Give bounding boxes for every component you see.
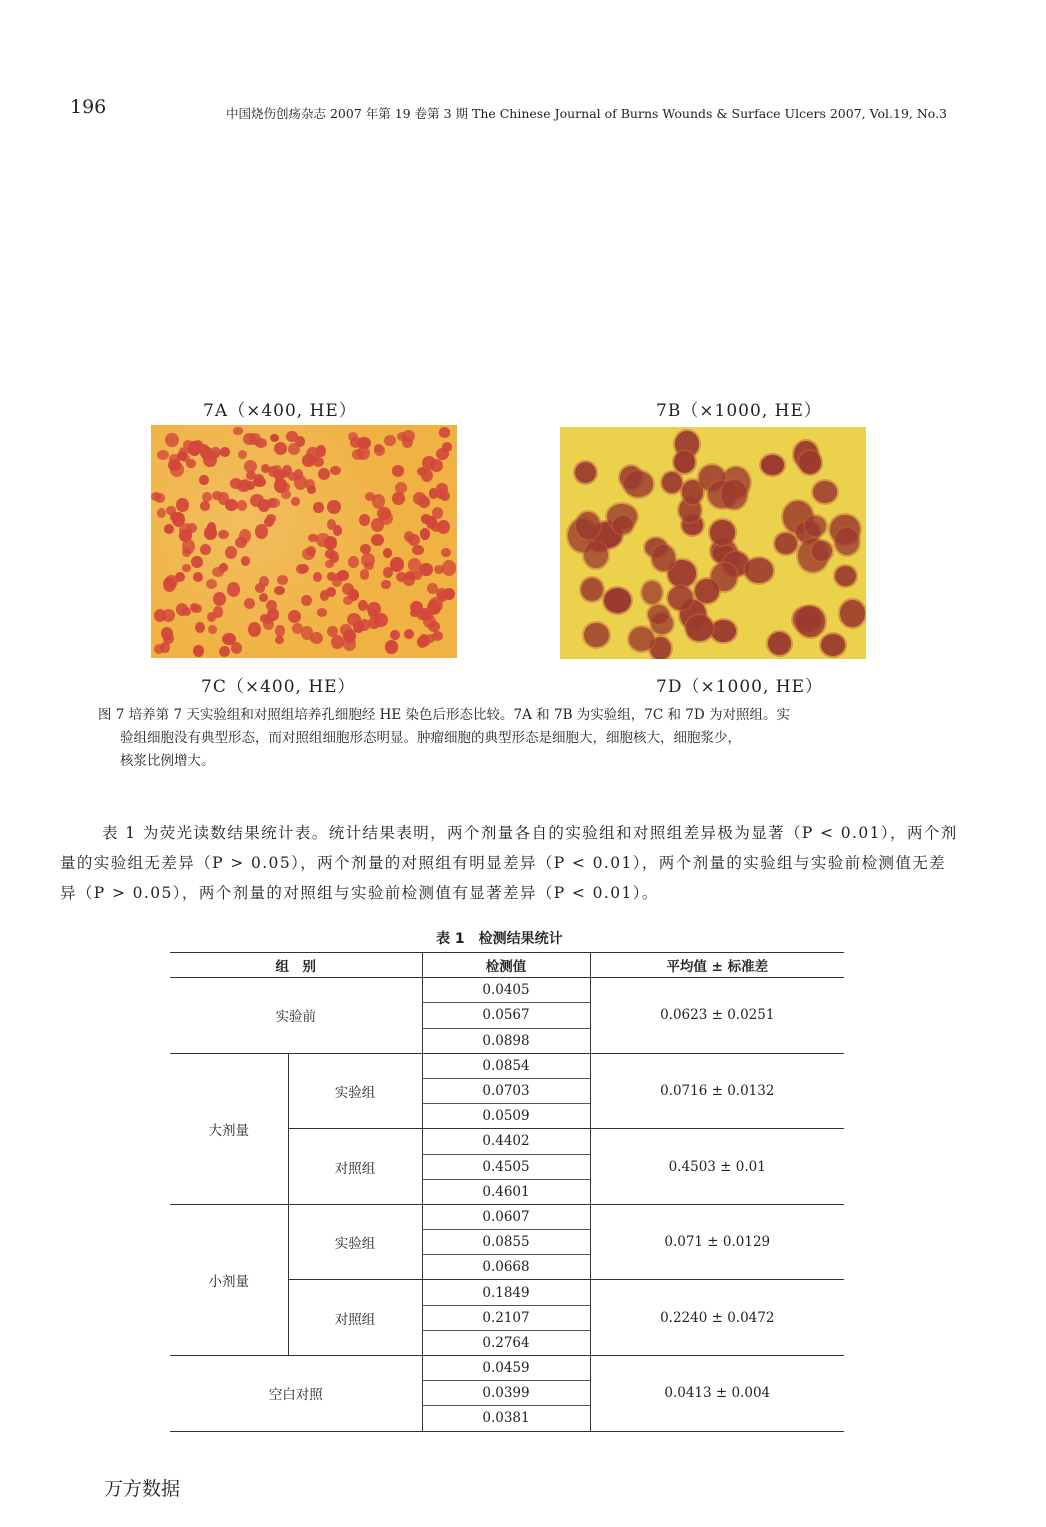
cell-mark	[288, 610, 301, 622]
mean-cell: 0.071 ± 0.0129	[590, 1204, 844, 1280]
cell-mark	[442, 560, 456, 575]
cell-mark	[604, 588, 631, 613]
value-cell: 0.1849	[422, 1280, 590, 1305]
header-mean: 平均值 ± 标准差	[590, 953, 844, 978]
cell-mark	[761, 455, 784, 475]
cell-mark	[360, 569, 370, 579]
value-cell: 0.0381	[422, 1406, 590, 1431]
cell-mark	[313, 502, 323, 513]
caption-line: 验组细胞没有典型形态，而对照组细胞形态明显。肿瘤细胞的典型形态是细胞大，细胞核大，细胞浆少，	[120, 730, 741, 746]
cell-mark	[307, 485, 316, 494]
value-cell: 0.0607	[422, 1204, 590, 1229]
cell-mark	[368, 608, 378, 618]
cell-mark	[624, 471, 654, 496]
cell-mark	[250, 494, 264, 507]
cell-mark	[274, 442, 287, 455]
caption-line: 核浆比例增大。	[120, 753, 215, 769]
figure-label-7c: 7C（×400, HE）	[201, 677, 356, 697]
cell-mark	[652, 545, 676, 570]
cell-mark	[233, 427, 243, 436]
group-name: 实验前	[170, 978, 422, 1054]
cell-mark	[613, 516, 633, 534]
figure-label-7a: 7A（×400, HE）	[203, 401, 357, 421]
cell-mark	[695, 579, 719, 602]
cell-mark	[429, 597, 443, 612]
cell-mark	[835, 528, 859, 554]
cell-mark	[200, 544, 211, 555]
group-name: 空白对照	[170, 1356, 422, 1432]
cell-mark	[381, 580, 390, 589]
cell-mark	[327, 500, 341, 514]
cell-mark	[239, 529, 251, 543]
cell-mark	[206, 579, 217, 589]
value-cell: 0.0567	[422, 1003, 590, 1028]
cell-mark	[302, 548, 316, 561]
cell-mark	[745, 558, 773, 582]
cell-mark	[428, 621, 440, 632]
mean-cell: 0.0716 ± 0.0132	[590, 1053, 844, 1129]
subgroup-name: 实验组	[288, 1053, 422, 1129]
results-table	[170, 952, 844, 1432]
value-cell: 0.4505	[422, 1154, 590, 1179]
cell-mark	[213, 606, 223, 618]
cell-mark	[176, 498, 189, 511]
cell-mark	[219, 646, 230, 657]
cell-mark	[182, 607, 192, 616]
cell-mark	[212, 491, 221, 500]
cell-mark	[813, 481, 837, 503]
cell-mark	[191, 556, 203, 568]
cell-mark	[674, 451, 695, 473]
cell-mark	[812, 541, 832, 561]
value-cell: 0.0703	[422, 1078, 590, 1103]
cell-mark	[648, 605, 669, 624]
cell-mark	[441, 548, 451, 557]
cell-mark	[799, 451, 822, 473]
cell-mark	[212, 567, 224, 577]
group-name: 小剂量	[170, 1204, 288, 1355]
cell-mark	[170, 462, 184, 476]
cell-mark	[840, 600, 865, 627]
cell-mark	[325, 549, 336, 559]
cell-mark	[275, 636, 284, 645]
mean-cell: 0.0413 ± 0.004	[590, 1356, 844, 1432]
table-title: 表 1 检测结果统计	[436, 931, 563, 947]
value-cell: 0.2764	[422, 1330, 590, 1355]
body-paragraph: 表 1 为荧光读数结果统计表。统计结果表明，两个剂量各自的实验组和对照组差异极为显著（P < 0.01），两个剂量的实验组无差异（P > 0.05），两个剂量的对照组有明显差异（P < 0.01），两个剂量的实验组与实验前检测值无差异（P > 0.05），两个剂量的对照组与实验前检测值有显著差异（P < 0.01）。	[60, 824, 958, 902]
cell-mark	[343, 596, 353, 605]
cell-mark	[244, 598, 255, 609]
micrograph-7a	[151, 425, 457, 658]
watermark: 万方数据	[104, 1478, 181, 1500]
cell-mark	[274, 478, 287, 493]
mean-cell: 0.0623 ± 0.0251	[590, 978, 844, 1054]
cell-mark	[331, 635, 344, 649]
cell-mark	[575, 462, 596, 483]
cell-mark	[395, 482, 407, 494]
cell-mark	[371, 534, 384, 546]
cell-mark	[318, 468, 330, 480]
cell-mark	[165, 433, 179, 447]
micrograph-7b	[560, 427, 866, 659]
cell-mark	[357, 446, 370, 460]
value-cell: 0.2107	[422, 1305, 590, 1330]
cell-mark	[392, 492, 405, 505]
cell-mark	[157, 450, 169, 461]
cell-mark	[261, 464, 270, 473]
cell-mark	[291, 497, 300, 506]
cell-mark	[775, 533, 796, 553]
cell-mark	[385, 640, 399, 654]
header-group: 组 别	[170, 953, 422, 978]
table-row	[170, 1204, 844, 1229]
cell-mark	[805, 516, 825, 536]
cell-mark	[427, 583, 437, 594]
cell-mark	[383, 567, 393, 578]
value-cell: 0.0898	[422, 1028, 590, 1053]
cell-mark	[277, 575, 288, 585]
cell-mark	[163, 577, 176, 592]
cell-mark	[248, 622, 261, 637]
value-cell: 0.0854	[422, 1053, 590, 1078]
cell-mark	[296, 564, 307, 574]
table-row	[170, 1356, 844, 1381]
cell-mark	[195, 622, 205, 633]
cell-mark	[347, 613, 361, 626]
cell-mark	[267, 498, 276, 507]
cell-mark	[220, 447, 230, 457]
cell-mark	[584, 542, 608, 568]
subgroup-name: 对照组	[288, 1280, 422, 1356]
table-row	[170, 1053, 844, 1078]
cell-mark	[181, 454, 190, 462]
cell-mark	[288, 443, 300, 455]
cell-mark	[288, 472, 297, 481]
cell-mark	[581, 578, 603, 602]
caption-line: 图 7 培养第 7 天实验组和对照组培养孔细胞经 HE 染色后形态比较。7A 和 7B 为实验组，7C 和 7D 为对照组。实	[98, 707, 790, 723]
cell-mark	[259, 576, 269, 587]
cell-mark	[421, 514, 430, 523]
cell-mark	[193, 572, 204, 583]
cell-mark	[390, 630, 400, 641]
cell-mark	[432, 507, 443, 519]
table-row	[170, 978, 844, 1003]
group-name: 大剂量	[170, 1053, 288, 1204]
cell-mark	[584, 623, 609, 648]
cell-mark	[348, 432, 357, 441]
cell-mark	[408, 558, 422, 571]
cell-mark	[244, 460, 258, 474]
cell-mark	[202, 492, 211, 502]
cell-mark	[208, 625, 217, 635]
cell-mark	[263, 618, 275, 630]
figure-label-7d: 7D（×1000, HE）	[656, 677, 823, 697]
cell-mark	[193, 440, 203, 449]
running-head: 中国烧伤创疡杂志 2007 年第 19 卷第 3 期 The Chinese Journal of Burns Wounds & Surface Ulcers 2007, Vol.19, No.3	[226, 106, 948, 121]
cell-mark	[392, 465, 404, 478]
cell-mark	[429, 488, 438, 498]
cell-mark	[154, 644, 164, 654]
cell-mark	[422, 456, 435, 470]
value-cell: 0.0509	[422, 1104, 590, 1129]
cell-mark	[711, 620, 736, 642]
cell-mark	[420, 528, 430, 540]
cell-mark	[642, 581, 662, 604]
cell-mark	[157, 508, 166, 518]
value-cell: 0.0855	[422, 1230, 590, 1255]
figure-label-7b: 7B（×1000, HE）	[656, 401, 822, 421]
mean-cell: 0.4503 ± 0.01	[590, 1129, 844, 1205]
cell-mark	[255, 524, 268, 539]
cell-mark	[154, 609, 166, 622]
cell-mark	[330, 466, 341, 476]
cell-mark	[668, 586, 693, 610]
cell-mark	[412, 545, 423, 555]
figure-caption	[98, 704, 923, 773]
cell-mark	[238, 450, 247, 459]
cell-mark	[274, 586, 285, 596]
subgroup-name: 实验组	[288, 1204, 422, 1280]
cell-mark	[164, 524, 174, 534]
cell-mark	[301, 626, 314, 640]
cell-mark	[421, 469, 433, 482]
page-number: 196	[70, 96, 107, 118]
cell-mark	[821, 634, 845, 656]
subgroup-name: 对照组	[288, 1129, 422, 1205]
cell-mark	[266, 514, 275, 523]
cell-mark	[374, 445, 385, 456]
value-cell: 0.0399	[422, 1381, 590, 1406]
cell-mark	[200, 501, 210, 511]
cell-mark	[835, 566, 856, 587]
cell-mark	[418, 496, 430, 507]
cell-mark	[301, 595, 311, 606]
cell-mark	[182, 539, 195, 554]
cell-mark	[383, 548, 392, 557]
cell-mark	[275, 625, 285, 636]
cell-mark	[225, 546, 237, 558]
cell-mark	[317, 608, 327, 617]
cell-mark	[405, 571, 414, 580]
cell-mark	[384, 435, 396, 446]
cell-mark	[359, 514, 370, 526]
cell-mark	[364, 562, 374, 570]
cell-mark	[439, 427, 450, 438]
cell-mark	[686, 615, 713, 640]
cell-mark	[348, 556, 358, 568]
cell-mark	[442, 442, 452, 451]
cell-mark	[270, 434, 279, 443]
cell-mark	[316, 533, 330, 548]
value-cell: 0.4402	[422, 1129, 590, 1154]
cell-mark	[404, 629, 414, 639]
value-cell: 0.0405	[422, 978, 590, 1003]
cell-mark	[191, 604, 201, 613]
cell-mark	[313, 572, 323, 582]
cell-mark	[402, 430, 416, 442]
cell-mark	[721, 480, 747, 509]
value-cell: 0.0459	[422, 1356, 590, 1381]
value-cell: 0.4601	[422, 1179, 590, 1204]
cell-mark	[437, 520, 450, 534]
cell-mark	[237, 500, 247, 511]
cell-mark	[796, 606, 824, 637]
cell-mark	[241, 556, 250, 566]
cell-mark	[768, 632, 791, 655]
cell-mark	[225, 499, 238, 511]
header-value: 检测值	[422, 953, 590, 978]
mean-cell: 0.2240 ± 0.0472	[590, 1280, 844, 1356]
cell-mark	[371, 518, 384, 532]
cell-mark	[182, 564, 191, 573]
cell-mark	[662, 472, 682, 494]
cell-mark	[218, 530, 229, 539]
cell-mark	[193, 645, 204, 657]
cell-mark	[199, 475, 208, 486]
cell-mark	[313, 457, 324, 468]
cell-mark	[710, 520, 734, 545]
cell-mark	[213, 592, 226, 606]
value-cell: 0.0668	[422, 1255, 590, 1280]
cell-mark	[326, 587, 336, 597]
cell-mark	[237, 480, 249, 491]
cell-mark	[227, 582, 241, 597]
